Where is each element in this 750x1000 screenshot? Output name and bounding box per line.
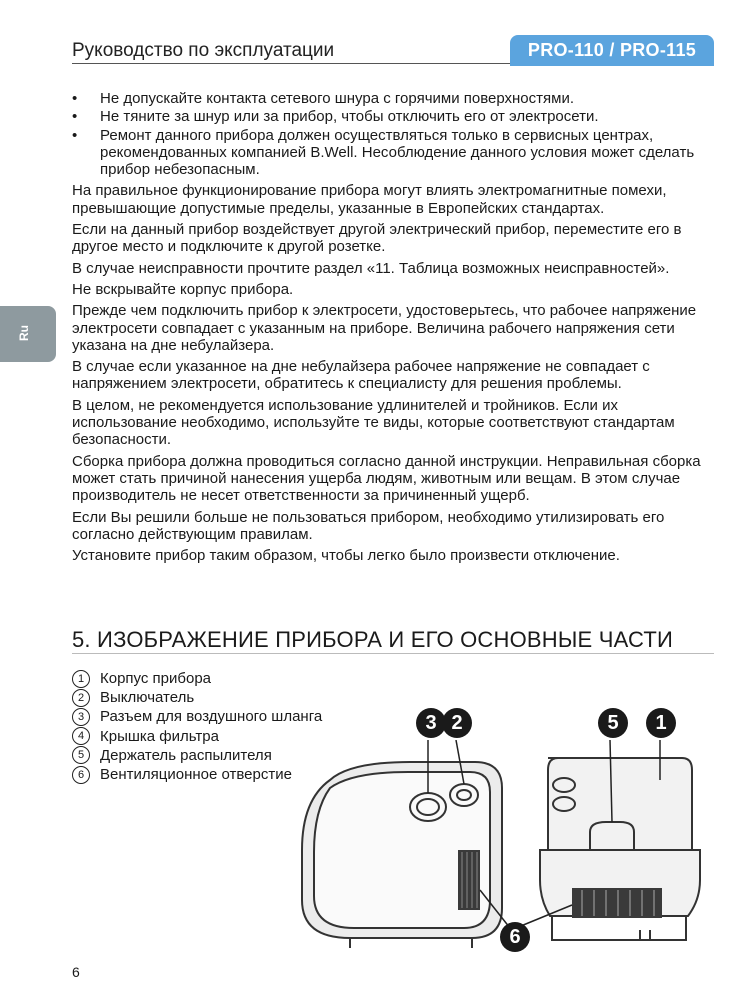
paragraph: В случае если указанное на дне небулайзера рабочее напряжение не совпадает с напряжением электросети, обратитесь к специалисту для решения проблемы. (72, 358, 650, 393)
page-number: 6 (72, 964, 80, 980)
part-label: Корпус прибора (100, 670, 212, 687)
part-item (72, 688, 322, 707)
paragraph: Не вскрывайте корпус прибора. (72, 280, 294, 298)
part-number: 5 (72, 746, 90, 764)
part-item (72, 765, 322, 784)
warning-list (72, 90, 712, 178)
model-badge: PRO-110 / PRO-115 (510, 35, 714, 66)
part-item (72, 727, 322, 746)
part-label: Держатель распылителя (100, 746, 272, 764)
callout-6: 6 (500, 922, 530, 952)
paragraph: На правильное функционирование прибора могут влиять электромагнитные помехи, превышающие допустимые пределы, указанные в Европейских стандартах. (72, 182, 667, 217)
parts-list (72, 669, 322, 784)
device-front-view (302, 762, 502, 948)
part-number: 3 (72, 708, 90, 726)
part-number: 2 (72, 689, 90, 707)
device-back-view (540, 758, 700, 940)
part-label: Вентиляционное отверстие (100, 766, 292, 784)
warning-item: • Не тяните за шнур или за прибор, чтобы отключить его от электросети. (72, 108, 712, 125)
part-item (72, 707, 322, 726)
paragraph: Прежде чем подключить прибор к электросети, удостоверьтесь, что рабочее напряжение электросети совпадает с указанным на приборе. Величина рабочего напряжения сети указана на дне небулайзера. (72, 302, 697, 354)
part-item (72, 746, 322, 765)
part-label: Разъем для воздушного шланга (100, 708, 323, 726)
paragraph: В целом, не рекомендуется использование удлинителей и тройников. Если их использование необходимо, используйте те виды, которые соответствуют стандартам безопасности. (72, 396, 675, 449)
part-number: 4 (72, 727, 90, 745)
part-item (72, 669, 322, 688)
callout-5: 5 (598, 708, 628, 738)
nebulizer-illustration (290, 740, 710, 950)
section-divider (72, 653, 714, 654)
warning-item: • Ремонт данного прибора должен осуществляться только в сервисных центрах, рекомендованных компанией B.Well. Несоблюдение данного условия может сделать прибор небезопасным. (72, 127, 712, 179)
paragraph: Если Вы решили больше не пользоваться прибором, необходимо утилизировать его согласно действующим правилам. (72, 508, 665, 543)
part-number: 1 (72, 670, 90, 688)
part-number: 6 (72, 766, 90, 784)
paragraph: В случае неисправности прочтите раздел «11. Таблица возможных неисправностей». (72, 259, 670, 277)
callout-1: 1 (646, 708, 676, 738)
language-tab (0, 306, 56, 362)
paragraph: Сборка прибора должна проводиться согласно данной инструкции. Неправильная сборка может стать причиной нанесения ущерба людям, животным или вещам. В этом случае производитель не несет ответственности за причиненный ущерб. (72, 452, 701, 505)
callout-2: 2 (442, 708, 472, 738)
paragraph: Если на данный прибор воздействует другой электрический прибор, переместите его в другое место и подключите к другой розетке. (72, 221, 682, 256)
part-label: Выключатель (100, 689, 195, 707)
language-label: Ru (17, 325, 31, 341)
warning-item: • Не допускайте контакта сетевого шнура с горячими поверхностями. (72, 90, 712, 107)
part-label: Крышка фильтра (100, 727, 219, 745)
paragraph: Установите прибор таким образом, чтобы легко было произвести отключение. (72, 547, 620, 565)
callout-3: 3 (416, 708, 446, 738)
manual-title: Руководство по эксплуатации (72, 40, 335, 61)
safety-text (72, 90, 712, 564)
section-heading: 5. ИЗОБРАЖЕНИЕ ПРИБОРА И ЕГО ОСНОВНЫЕ ЧАСТИ (72, 627, 673, 652)
